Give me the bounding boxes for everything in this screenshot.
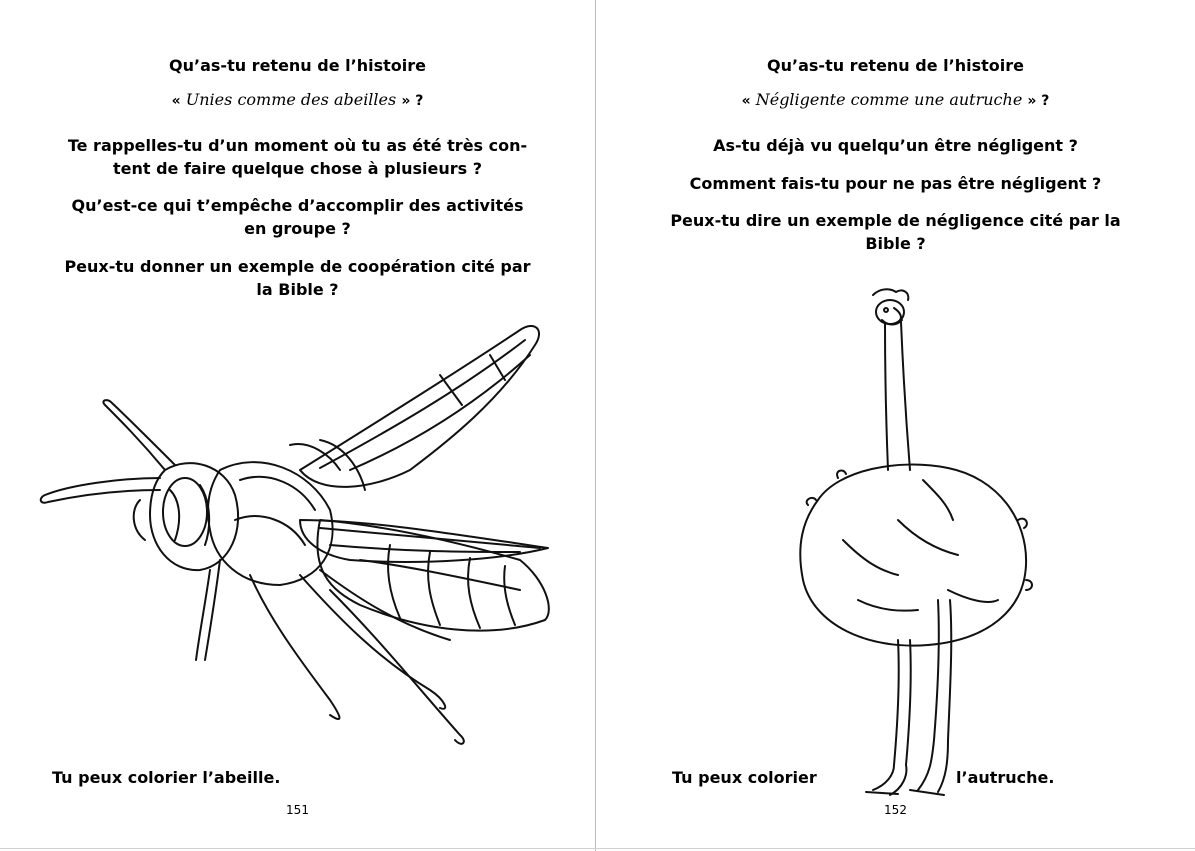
right-caption-part-2: l’autruche.	[956, 768, 1055, 787]
left-question-1-line-2: tent de faire quelque chose à plusieurs ?	[112, 159, 482, 178]
left-page	[0, 0, 595, 851]
right-title: Qu’as-tu retenu de l’histoire	[767, 56, 1024, 75]
page-divider	[595, 0, 596, 851]
left-question-1-line-1: Te rappelles-tu d’un moment où tu as été très con-	[67, 136, 528, 155]
right-page	[598, 0, 1193, 851]
left-story-open-quote: «	[171, 93, 181, 109]
right-story-close-quote: » ?	[1027, 93, 1050, 109]
left-question-3-line-2: la Bible ?	[256, 280, 339, 299]
right-story-name: Négligente comme une autruche	[755, 90, 1023, 109]
left-question-2-line-1: Qu’est-ce qui t’empêche d’accomplir des activités	[71, 196, 524, 215]
left-caption: Tu peux colorier l’abeille.	[52, 768, 281, 787]
left-question-2-line-2: en groupe ?	[244, 219, 351, 238]
right-story-open-quote: «	[741, 93, 751, 109]
right-question-3-line-2: Bible ?	[865, 234, 926, 253]
left-title: Qu’as-tu retenu de l’histoire	[169, 56, 426, 75]
left-story-name: Unies comme des abeilles	[185, 90, 397, 109]
left-question-3-line-1: Peux-tu donner un exemple de coopération cité par	[64, 257, 531, 276]
left-story-close-quote: » ?	[401, 93, 424, 109]
bottom-edge-line	[0, 848, 1195, 849]
right-page-number: 152	[884, 803, 907, 817]
bee-icon	[0, 0, 595, 851]
right-question-2: Comment fais-tu pour ne pas être négligent ?	[689, 174, 1102, 193]
left-page-number: 151	[286, 803, 309, 817]
right-question-3-line-1: Peux-tu dire un exemple de négligence cité par la	[670, 211, 1121, 230]
right-question-1: As-tu déjà vu quelqu’un être négligent ?	[713, 136, 1078, 155]
ostrich-icon	[598, 0, 1193, 851]
right-caption-part-1: Tu peux colorier	[672, 768, 817, 787]
